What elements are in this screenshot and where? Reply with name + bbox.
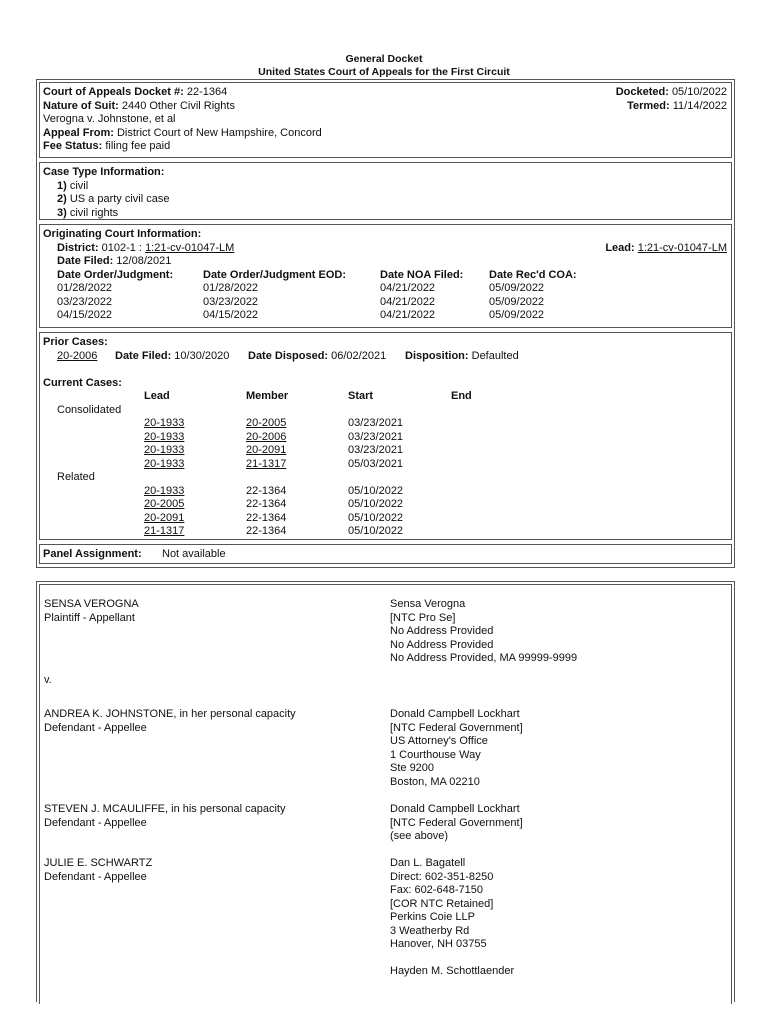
lead-label: Lead:: [605, 241, 635, 254]
counsel-line: No Address Provided, MA 99999-9999: [390, 652, 578, 664]
case-type-label: Case Type Information:: [43, 166, 165, 178]
col-header: Lead: [144, 390, 170, 402]
counsel-line: 3 Weatherby Rd: [390, 924, 470, 937]
district-label: District:: [57, 241, 99, 254]
counsel-line: Hayden M. Schottlaender: [390, 965, 515, 977]
case-type-num: 2): [57, 193, 67, 205]
district-code: 0102-1 :: [101, 241, 142, 254]
col-header: Start: [348, 390, 374, 402]
counsel-line: Direct: 602-351-8250: [390, 870, 494, 883]
lead-case-link[interactable]: 21-1317: [144, 525, 185, 537]
disposition: Defaulted: [471, 349, 519, 362]
disposition-label: Disposition:: [405, 349, 469, 362]
current-header-row: [43, 390, 728, 404]
counsel-line: Sensa Verogna: [390, 598, 466, 610]
counsel-block: [390, 857, 514, 979]
case-info-frame: [36, 79, 735, 568]
table-cell: 04/21/2022: [380, 282, 436, 294]
counsel-line: Hanover, NH 03755: [390, 938, 487, 950]
docketed-label: Docketed:: [615, 86, 669, 98]
counsel-line: Donald Campbell Lockhart: [390, 708, 520, 720]
panel-label: Panel Assignment:: [43, 548, 142, 560]
lead-case-link[interactable]: 20-1933: [144, 457, 185, 470]
table-cell: 05/09/2022: [489, 309, 545, 321]
case-summary-box: [39, 82, 732, 158]
fee-label: Fee Status:: [43, 140, 103, 152]
parties-box: [39, 584, 732, 1004]
counsel-line: [NTC Pro Se]: [390, 611, 456, 624]
member-case: 22-1364: [246, 511, 287, 524]
col-header: Date Rec'd COA:: [489, 268, 577, 281]
party-role: Defendant - Appellee: [44, 870, 147, 883]
table-cell: 04/15/2022: [203, 309, 259, 321]
start-date: 05/10/2022: [348, 498, 404, 510]
counsel-line: [NTC Federal Government]: [390, 721, 523, 734]
col-header: Date Order/Judgment EOD:: [203, 268, 347, 281]
table-cell: 01/28/2022: [57, 282, 113, 294]
lead-case-link[interactable]: 20-1933: [144, 417, 185, 429]
member-case: 22-1364: [246, 484, 287, 497]
prior-cases-label: Prior Cases:: [43, 336, 108, 348]
appeal-from: District Court of New Hampshire, Concord: [116, 126, 322, 139]
case-caption: Verogna v. Johnstone, et al: [43, 113, 176, 125]
nature-label: Nature of Suit:: [43, 99, 119, 112]
origin-header-row: [43, 269, 728, 283]
table-row: [43, 498, 728, 512]
party-name: JULIE E. SCHWARTZ: [44, 857, 153, 869]
table-cell: 04/15/2022: [57, 309, 113, 321]
case-type-item: civil rights: [69, 206, 119, 219]
start-date: 03/23/2021: [348, 444, 404, 456]
table-cell: 04/21/2022: [380, 295, 436, 308]
table-cell: 05/09/2022: [489, 295, 545, 308]
party-role: Plaintiff - Appellant: [44, 611, 135, 624]
member-case-link[interactable]: 21-1317: [246, 457, 287, 470]
lead-case-link[interactable]: 20-1933: [144, 430, 185, 443]
prior-case-link[interactable]: 20-2006: [57, 349, 98, 362]
table-row: [43, 525, 728, 539]
district-case-link[interactable]: 1:21-cv-01047-LM: [145, 241, 235, 254]
counsel-line: No Address Provided: [390, 625, 494, 637]
member-case: 22-1364: [246, 498, 287, 510]
termed-label: Termed:: [627, 99, 670, 112]
lead-case-link[interactable]: 20-2005: [144, 498, 185, 510]
counsel-line: No Address Provided: [390, 638, 494, 651]
table-cell: 01/28/2022: [203, 282, 259, 294]
table-row: [43, 309, 728, 323]
consolidated-label: Consolidated: [57, 403, 122, 416]
originating-court-box: [39, 224, 732, 328]
counsel-line: Boston, MA 02210: [390, 775, 480, 788]
party-name: SENSA VEROGNA: [44, 598, 139, 610]
counsel-line: Ste 9200: [390, 762, 435, 774]
counsel-line: Donald Campbell Lockhart: [390, 803, 520, 815]
prior-filed-label: Date Filed:: [115, 349, 172, 362]
origin-label: Originating Court Information:: [43, 228, 202, 240]
nature-of-suit: 2440 Other Civil Rights: [121, 99, 235, 112]
start-date: 03/23/2021: [348, 430, 404, 443]
col-header: Date Order/Judgment:: [57, 268, 174, 281]
page-title: General Docket: [345, 53, 423, 65]
counsel-line: 1 Courthouse Way: [390, 748, 481, 761]
member-case-link[interactable]: 20-2006: [246, 430, 287, 443]
case-type-item: US a party civil case: [69, 193, 170, 205]
table-cell: 04/21/2022: [380, 309, 436, 321]
date-filed: 12/08/2021: [116, 255, 172, 267]
table-row: [43, 282, 728, 296]
start-date: 05/10/2022: [348, 511, 404, 524]
counsel-line: US Attorney's Office: [390, 735, 488, 747]
docketed-date: 05/10/2022: [671, 86, 727, 98]
case-type-num: 3): [57, 206, 67, 219]
lead-case-link[interactable]: 1:21-cv-01047-LM: [637, 241, 727, 254]
prior-disposed-label: Date Disposed:: [248, 349, 329, 362]
table-row: [43, 431, 728, 445]
docket-number: 22-1364: [186, 86, 228, 98]
lead-case-link[interactable]: 20-2091: [144, 511, 185, 524]
col-header: Date NOA Filed:: [380, 268, 464, 281]
counsel-block: [390, 598, 577, 666]
prior-disposed: 06/02/2021: [331, 349, 387, 362]
table-row: [43, 512, 728, 526]
panel-value: Not available: [162, 548, 226, 560]
counsel-line: (see above): [390, 830, 449, 842]
table-row: [43, 485, 728, 499]
table-row: [43, 458, 728, 472]
table-row: [43, 444, 728, 458]
docket-label: Court of Appeals Docket #:: [43, 86, 184, 98]
counsel-line: Dan L. Bagatell: [390, 857, 466, 869]
party-role: Defendant - Appellee: [44, 721, 147, 734]
col-header: Member: [246, 390, 289, 402]
page-subtitle: United States Court of Appeals for the First Circuit: [258, 66, 510, 78]
case-type-item: civil: [69, 179, 89, 192]
start-date: 05/10/2022: [348, 484, 404, 497]
col-header: End: [451, 390, 472, 402]
table-cell: 05/09/2022: [489, 282, 545, 294]
panel-assignment-box: [39, 544, 732, 564]
member-case-link[interactable]: 20-2005: [246, 417, 287, 429]
table-cell: 03/23/2022: [203, 295, 259, 308]
prior-case-row: [43, 350, 728, 364]
lead-case-link[interactable]: 20-1933: [144, 484, 185, 497]
counsel-block: [390, 708, 523, 789]
table-row: [43, 296, 728, 310]
case-type-box: [39, 162, 732, 220]
termed-date: 11/14/2022: [672, 99, 727, 112]
related-label: Related: [57, 471, 95, 483]
parties-frame: [36, 581, 735, 1002]
case-type-num: 1): [57, 179, 67, 192]
appeal-label: Appeal From:: [43, 126, 114, 139]
date-filed-label: Date Filed:: [57, 255, 114, 267]
counsel-block: [390, 803, 523, 844]
current-cases-label: Current Cases:: [43, 376, 122, 389]
start-date: 05/03/2021: [348, 457, 404, 470]
table-row: [43, 417, 728, 431]
member-case: 22-1364: [246, 525, 287, 537]
lead-case-link[interactable]: 20-1933: [144, 444, 185, 456]
fee-status: filing fee paid: [105, 140, 171, 152]
counsel-line: Perkins Coie LLP: [390, 911, 475, 923]
prior-filed: 10/30/2020: [174, 349, 230, 362]
versus-label: v.: [44, 674, 52, 686]
member-case-link[interactable]: 20-2091: [246, 444, 287, 456]
party-name: ANDREA K. JOHNSTONE, in her personal capacity: [44, 708, 296, 720]
counsel-line: [NTC Federal Government]: [390, 816, 523, 829]
start-date: 03/23/2021: [348, 417, 404, 429]
counsel-line: Fax: 602-648-7150: [390, 884, 483, 896]
table-cell: 03/23/2022: [57, 295, 113, 308]
party-name: STEVEN J. MCAULIFFE, in his personal capacity: [44, 803, 286, 815]
counsel-line: [COR NTC Retained]: [390, 897, 494, 910]
related-cases-box: [39, 332, 732, 540]
party-role: Defendant - Appellee: [44, 816, 147, 829]
start-date: 05/10/2022: [348, 525, 404, 537]
